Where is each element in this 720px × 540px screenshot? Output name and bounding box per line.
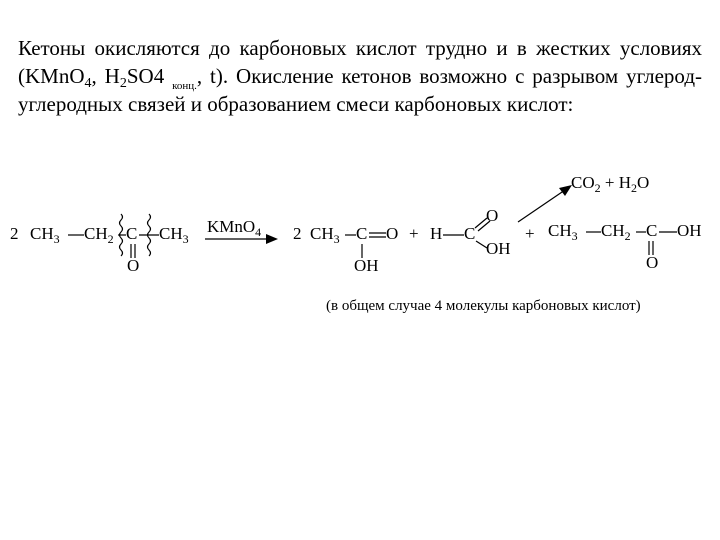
reactant-coefficient: 2	[10, 224, 19, 243]
product1-coefficient: 2	[293, 224, 302, 243]
product3-carbon: C	[646, 221, 658, 240]
footnote-note: (в общем случае 4 молекулы карбоновых кислот)	[326, 298, 641, 314]
product2-hydrogen: H	[430, 224, 443, 243]
product1-ch3: $CH_3$	[310, 224, 340, 246]
para-sub-2: 2	[119, 76, 127, 91]
para-sub-1: 4	[84, 76, 92, 91]
product3-oxygen: O	[646, 253, 659, 272]
p2-bond-c-oh	[476, 241, 487, 248]
reactant-ch3-left: $CH_3$	[30, 224, 60, 246]
product3-ch2: $CH_2$	[601, 221, 631, 243]
product2-oxygen: O	[486, 206, 499, 225]
reactant-carbonyl-carbon: C	[126, 224, 138, 243]
para-text-3: SO	[126, 64, 154, 88]
product1-oxygen: O	[386, 224, 399, 243]
reactant-oxygen: O	[127, 256, 140, 275]
p2-double-a	[475, 218, 487, 228]
para-text-1: Кетоны окисляются до карбоновых кислот трудно и в жестких условиях (KMnO	[18, 36, 702, 88]
product3-ch3: $CH_3$	[548, 221, 578, 243]
product1-carbon: C	[356, 224, 368, 243]
para-sub-conc: конц.	[172, 80, 197, 92]
plus-sign-2: +	[525, 224, 535, 243]
product2-hydroxyl: OH	[486, 239, 511, 258]
decomposition-arrow-line	[518, 190, 565, 222]
product3-hydroxyl: OH	[677, 221, 702, 240]
product2-carbon: C	[464, 224, 476, 243]
reaction-arrow-head	[266, 234, 278, 244]
decomposition-products: $CO_2 + H_2O$	[571, 173, 650, 195]
reagent-label: KMnO$_4$	[207, 217, 262, 239]
product1-hydroxyl: OH	[354, 256, 379, 275]
para-text-2: , H	[91, 64, 120, 88]
para-text-4: 4	[153, 64, 173, 88]
p2-double-b	[478, 221, 490, 231]
reactant-ch3-right: $CH_3$	[159, 224, 189, 246]
plus-sign-1: +	[409, 224, 419, 243]
reactant-ch2: $CH_2$	[84, 224, 114, 246]
decomposition-arrow-head	[559, 185, 572, 196]
para-text-5: , t). Окисление кетонов возможно с разрывом углерод-углеродных связей и образованием смеси карбоновых кислот:	[18, 64, 703, 116]
